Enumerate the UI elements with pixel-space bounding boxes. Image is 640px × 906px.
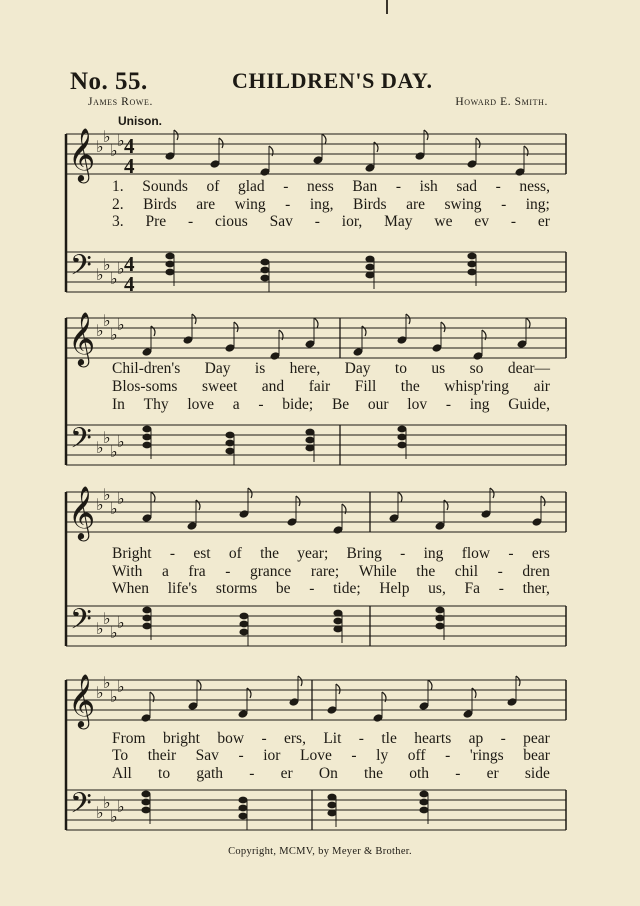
lyric-syllable: - [501, 196, 507, 213]
system-1-bass-chord-note [365, 256, 374, 263]
lyric-syllable: Fa [464, 580, 481, 597]
lyric-syllable: 'rings [469, 747, 504, 764]
lyric-syllable: In [112, 396, 125, 413]
lyric-syllable: dear— [507, 360, 550, 377]
lyric-syllable: - [309, 580, 315, 597]
system-1-treble-clef: 𝄞 [68, 127, 96, 181]
lyric-syllable: storms [215, 580, 258, 597]
system-1-bass-chord-note [467, 269, 476, 276]
lyric-syllable: - [238, 747, 244, 764]
lyric-syllable: With [112, 563, 143, 580]
lyric-syllable: to [394, 360, 407, 377]
lyric-syllable: sweet [201, 378, 238, 395]
lyric-syllable: ap [468, 730, 484, 747]
lyric-syllable: us [431, 360, 446, 377]
system-4-bass-chord-note [419, 807, 428, 814]
system-2-bass-flat: ♭ [103, 428, 111, 447]
lyric-syllable: ther, [522, 580, 550, 597]
system-4-bass-flat: ♭ [96, 803, 104, 822]
system-3-bass-chord-note [333, 626, 342, 633]
system-3-bass-chord-note [142, 607, 151, 614]
system-3-treble-clef: 𝄞 [68, 485, 96, 539]
performance-marking: Unison. [118, 114, 162, 128]
lyric-syllable: bright [162, 730, 200, 747]
lyric-line-s4-v3 [112, 765, 550, 783]
lyric-syllable: the [260, 545, 279, 562]
lyric-syllable: Chil-dren's [112, 360, 181, 377]
lyric-syllable: year; [297, 545, 329, 562]
lyric-syllable: Sounds [142, 178, 188, 195]
time-signature-treble: 4 [124, 134, 135, 158]
system-2-bass-flat: ♭ [110, 442, 118, 461]
lyric-syllable: 2. [112, 196, 124, 213]
lyric-syllable: Fill [354, 378, 377, 395]
lyric-syllable: hearts [414, 730, 452, 747]
lyric-syllable: - [495, 178, 501, 195]
lyric-syllable: On [318, 765, 338, 782]
system-2-bass-chord-note [225, 440, 234, 447]
lyric-syllable: er [486, 765, 499, 782]
lyric-syllable: fra [188, 563, 206, 580]
lyric-syllable: - [400, 545, 406, 562]
lyric-syllable: bide; [282, 396, 314, 413]
lyric-syllable: grance [249, 563, 292, 580]
system-2-melody-flag [441, 322, 445, 332]
lyric-syllable: we [434, 213, 453, 230]
system-1-treble-flat: ♭ [110, 141, 118, 160]
lyric-syllable: - [510, 213, 516, 230]
lyric-syllable: - [249, 765, 255, 782]
lyric-syllable: - [455, 765, 461, 782]
system-2-bass-chord-note [397, 442, 406, 449]
system-3-bass-chord-note [142, 623, 151, 630]
system-1-treble-flat: ♭ [103, 127, 111, 146]
lyric-syllable: gath [196, 765, 223, 782]
lyric-syllable: sad [456, 178, 478, 195]
system-4-bass-chord-note [141, 807, 150, 814]
lyric-syllable: To [112, 747, 129, 764]
system-2-treble-clef: 𝄞 [68, 311, 96, 365]
system-1-bass-chord-note [365, 264, 374, 271]
lyric-syllable: ing [423, 545, 444, 562]
lyric-syllable: Ban [352, 178, 378, 195]
system-4-bass-chord-note [419, 791, 428, 798]
system-2-treble-flat: ♭ [96, 321, 104, 340]
system-3-bass-chord-note [435, 615, 444, 622]
system-1-bass-chord-note [165, 261, 174, 268]
system-1-bass-flat: ♭ [96, 265, 104, 284]
lyric-syllable: ior, [341, 213, 363, 230]
lyric-syllable: pear [523, 730, 550, 747]
system-3-bass-chord-note [333, 610, 342, 617]
lyricist-credit: James Rowe. [88, 96, 153, 108]
lyric-syllable: All [112, 765, 132, 782]
system-4-melody-flag [298, 676, 302, 686]
lyric-syllable: - [500, 730, 506, 747]
lyric-line-s1-v3 [112, 213, 550, 231]
lyric-syllable: Help [379, 580, 410, 597]
system-1-treble-flat: ♭ [96, 137, 104, 156]
lyric-syllable: ers [531, 545, 550, 562]
system-2-bass-chord-note [397, 434, 406, 441]
hymn-title: CHILDREN'S DAY. [232, 68, 433, 93]
lyric-syllable: the [400, 378, 420, 395]
lyric-syllable: 3. [112, 213, 124, 230]
lyric-syllable: er [280, 765, 293, 782]
system-2-bass-chord-note [397, 426, 406, 433]
lyric-syllable: whisp'ring [444, 378, 510, 395]
lyric-syllable: are [196, 196, 216, 213]
lyric-syllable: When [112, 580, 150, 597]
time-signature-bass: 4 [124, 272, 135, 296]
lyric-syllable: chil [454, 563, 479, 580]
system-1-bass-flat: ♭ [117, 259, 125, 278]
system-4-melody-flag [197, 680, 201, 690]
system-1-bass-chord-note [467, 261, 476, 268]
lyric-syllable: Sav [195, 747, 219, 764]
lyric-syllable: - [498, 580, 504, 597]
system-4-treble-flat: ♭ [103, 673, 111, 692]
lyric-syllable: flow [461, 545, 491, 562]
lyric-syllable: Birds [353, 196, 387, 213]
lyric-syllable: cious [215, 213, 248, 230]
lyric-line-s3-v2 [112, 563, 550, 581]
lyric-syllable: ers, [284, 730, 306, 747]
system-3-treble-flat: ♭ [96, 495, 104, 514]
system-2-treble-flat: ♭ [110, 325, 118, 344]
system-4-melody-flag [428, 680, 432, 690]
lyric-syllable: - [395, 178, 402, 195]
lyric-syllable: air [533, 378, 550, 395]
system-1-bass-chord-note [260, 259, 269, 266]
lyric-syllable: - [351, 747, 357, 764]
lyric-syllable: ior [263, 747, 281, 764]
system-3-melody-flag [296, 496, 300, 506]
lyric-syllable: our [367, 396, 389, 413]
lyric-syllable: ing, [309, 196, 334, 213]
lyric-syllable: ness [307, 178, 334, 195]
lyric-syllable: Blos-soms [112, 378, 178, 395]
system-2-melody-flag [314, 318, 318, 328]
lyric-syllable: - [314, 213, 320, 230]
system-2-bass-chord-note [142, 442, 151, 449]
lyric-line-s2-v3 [112, 396, 550, 414]
system-2-treble-flat: ♭ [103, 311, 111, 330]
system-3-melody-flag [248, 488, 252, 498]
system-4-bass-flat: ♭ [117, 797, 125, 816]
lyric-syllable: off [407, 747, 426, 764]
system-1-bass-chord-note [365, 272, 374, 279]
copyright-notice: Copyright, MCMV, by Meyer & Brother. [228, 846, 412, 857]
system-3-bass-flat: ♭ [117, 613, 125, 632]
system-2-bass-chord-note [142, 434, 151, 441]
system-4-bass-clef: 𝄢 [70, 787, 92, 827]
lyric-syllable: and [261, 378, 285, 395]
lyric-syllable: May [384, 213, 413, 230]
system-4-bass-flat: ♭ [110, 807, 118, 826]
lyric-syllable: - [508, 545, 514, 562]
lyric-syllable: Pre [145, 213, 167, 230]
lyric-syllable: here, [289, 360, 321, 377]
lyric-line-s4-v1 [112, 730, 550, 748]
lyric-syllable: - [261, 730, 267, 747]
system-4-treble-flat: ♭ [96, 683, 104, 702]
lyric-syllable: glad [237, 178, 265, 195]
system-2-bass-chord-note [225, 432, 234, 439]
system-3-melody-flag [541, 496, 545, 506]
system-1-bass-chord-note [467, 253, 476, 260]
system-1-melody-flag [476, 138, 480, 148]
system-2-melody-flag [192, 314, 196, 324]
lyric-syllable: wing [234, 196, 266, 213]
lyric-syllable: lov [407, 396, 428, 413]
lyric-syllable: er [537, 213, 550, 230]
system-4-treble-clef: 𝄞 [68, 673, 96, 727]
system-3-bass-chord-note [333, 618, 342, 625]
lyric-syllable: - [225, 563, 231, 580]
system-3-bass-chord-note [435, 607, 444, 614]
lyric-syllable: ness, [519, 178, 550, 195]
lyric-syllable: Be [331, 396, 350, 413]
system-4-treble-flat: ♭ [110, 687, 118, 706]
system-3-treble-flat: ♭ [117, 489, 125, 508]
lyric-syllable: bear [523, 747, 550, 764]
system-2-bass-chord-note [305, 445, 314, 452]
lyric-line-s3-v3 [112, 580, 550, 598]
system-1-melody-flag [322, 134, 326, 144]
system-3-bass-chord-note [239, 613, 248, 620]
system-3-treble-flat: ♭ [110, 499, 118, 518]
lyric-syllable: - [188, 213, 194, 230]
lyric-syllable: From [112, 730, 146, 747]
composer-credit: Howard E. Smith. [455, 96, 548, 108]
system-2-melody-flag [406, 314, 410, 324]
lyric-line-s3-v1 [112, 545, 550, 563]
system-4-bass-chord-note [327, 810, 336, 817]
system-1-bass-chord-note [260, 267, 269, 274]
system-1-bass-chord-note [165, 269, 174, 276]
lyric-syllable: Thy [143, 396, 169, 413]
system-2-bass-flat: ♭ [117, 432, 125, 451]
system-4-bass-chord-note [238, 797, 247, 804]
system-4-bass-chord-note [141, 799, 150, 806]
lyric-syllable: their [147, 747, 177, 764]
lyric-syllable: of [206, 178, 220, 195]
lyric-syllable: the [416, 563, 436, 580]
system-1-bass-chord-note [165, 253, 174, 260]
lyric-syllable: ing; [525, 196, 550, 213]
system-2-bass-chord-note [305, 437, 314, 444]
system-3-bass-flat: ♭ [103, 609, 111, 628]
system-4-melody-flag [336, 684, 340, 694]
system-4-bass-flat: ♭ [103, 793, 111, 812]
lyric-syllable: of [228, 545, 242, 562]
lyric-syllable: est [193, 545, 211, 562]
lyric-syllable: bow [217, 730, 245, 747]
lyric-line-s2-v1 [112, 360, 550, 378]
lyric-syllable: - [445, 747, 451, 764]
lyric-syllable: While [358, 563, 397, 580]
system-4-melody-flag [516, 676, 520, 686]
system-2-treble-flat: ♭ [117, 315, 125, 334]
lyric-syllable: ing [469, 396, 490, 413]
hymn-number: No. 55. [70, 68, 148, 95]
lyric-syllable: are [406, 196, 426, 213]
lyric-syllable: Sav [269, 213, 293, 230]
lyric-syllable: to [158, 765, 171, 782]
system-4-bass-chord-note [238, 805, 247, 812]
lyric-syllable: Day [344, 360, 371, 377]
lyric-syllable: Lit [323, 730, 342, 747]
system-4-bass-chord-note [327, 802, 336, 809]
system-2-melody-flag [526, 318, 530, 328]
lyric-line-s2-v2 [112, 378, 550, 396]
system-1-melody-flag [424, 130, 428, 140]
system-1-melody-flag [174, 130, 178, 140]
lyric-syllable: Love [300, 747, 332, 764]
system-1-bass-clef: 𝄢 [70, 249, 92, 289]
lyric-syllable: the [364, 765, 383, 782]
system-1-bass-flat: ♭ [103, 255, 111, 274]
lyric-syllable: tle [381, 730, 397, 747]
system-1-bass-chord-note [260, 275, 269, 282]
lyric-syllable: Guide, [508, 396, 550, 413]
lyric-syllable: - [258, 396, 264, 413]
lyric-line-s4-v2 [112, 747, 550, 765]
lyric-syllable: so [469, 360, 484, 377]
system-3-bass-chord-note [435, 623, 444, 630]
system-3-bass-chord-note [239, 621, 248, 628]
system-1-bass-flat: ♭ [110, 269, 118, 288]
lyric-syllable: - [445, 396, 451, 413]
lyric-syllable: Birds [143, 196, 177, 213]
system-4-bass-chord-note [419, 799, 428, 806]
lyric-syllable: fair [308, 378, 331, 395]
lyric-syllable: Bring [346, 545, 382, 562]
lyric-syllable: Bright [112, 545, 152, 562]
time-signature-treble: 4 [124, 154, 135, 178]
lyric-syllable: tide; [333, 580, 361, 597]
lyric-syllable: ev [474, 213, 489, 230]
lyric-syllable: a [161, 563, 169, 580]
system-3-bass-flat: ♭ [96, 619, 104, 638]
system-1-treble-flat: ♭ [117, 131, 125, 150]
system-4-bass-chord-note [141, 791, 150, 798]
lyric-syllable: Day [204, 360, 231, 377]
lyric-syllable: a [232, 396, 240, 413]
system-3-melody-flag [398, 492, 402, 502]
system-3-bass-flat: ♭ [110, 623, 118, 642]
lyric-line-s1-v2 [112, 196, 550, 214]
time-signature-bass: 4 [124, 252, 135, 276]
lyric-syllable: ish [419, 178, 438, 195]
system-2-bass-flat: ♭ [96, 438, 104, 457]
system-4-bass-chord-note [238, 813, 247, 820]
system-2-bass-chord-note [225, 448, 234, 455]
lyric-syllable: be [275, 580, 291, 597]
lyric-syllable: rare; [310, 563, 340, 580]
system-2-bass-clef: 𝄢 [70, 422, 92, 462]
lyric-line-s1-v1 [112, 178, 550, 196]
lyric-syllable: - [169, 545, 176, 562]
lyric-syllable: oth [409, 765, 430, 782]
system-4-treble-flat: ♭ [117, 677, 125, 696]
system-2-bass-chord-note [305, 429, 314, 436]
lyric-syllable: - [358, 730, 364, 747]
system-2-bass-chord-note [142, 426, 151, 433]
system-3-bass-chord-note [239, 629, 248, 636]
lyric-syllable: - [283, 178, 289, 195]
lyric-syllable: love [187, 396, 215, 413]
system-3-melody-flag [490, 488, 494, 498]
lyric-syllable: us, [428, 580, 446, 597]
system-4-bass-chord-note [327, 794, 336, 801]
lyric-syllable: swing [444, 196, 482, 213]
lyric-syllable: life's [167, 580, 198, 597]
lyric-syllable: 1. [112, 178, 124, 195]
system-3-bass-chord-note [142, 615, 151, 622]
system-1-melody-flag [219, 138, 223, 148]
lyric-syllable: - [497, 563, 503, 580]
lyric-syllable: ly [376, 747, 389, 764]
system-3-melody-flag [151, 492, 155, 502]
system-3-treble-flat: ♭ [103, 485, 111, 504]
system-3-bass-clef: 𝄢 [70, 603, 92, 643]
system-2-melody-flag [234, 322, 238, 332]
lyric-syllable: - [285, 196, 291, 213]
lyric-syllable: is [254, 360, 266, 377]
lyric-syllable: side [524, 765, 550, 782]
lyric-syllable: dren [522, 563, 550, 580]
